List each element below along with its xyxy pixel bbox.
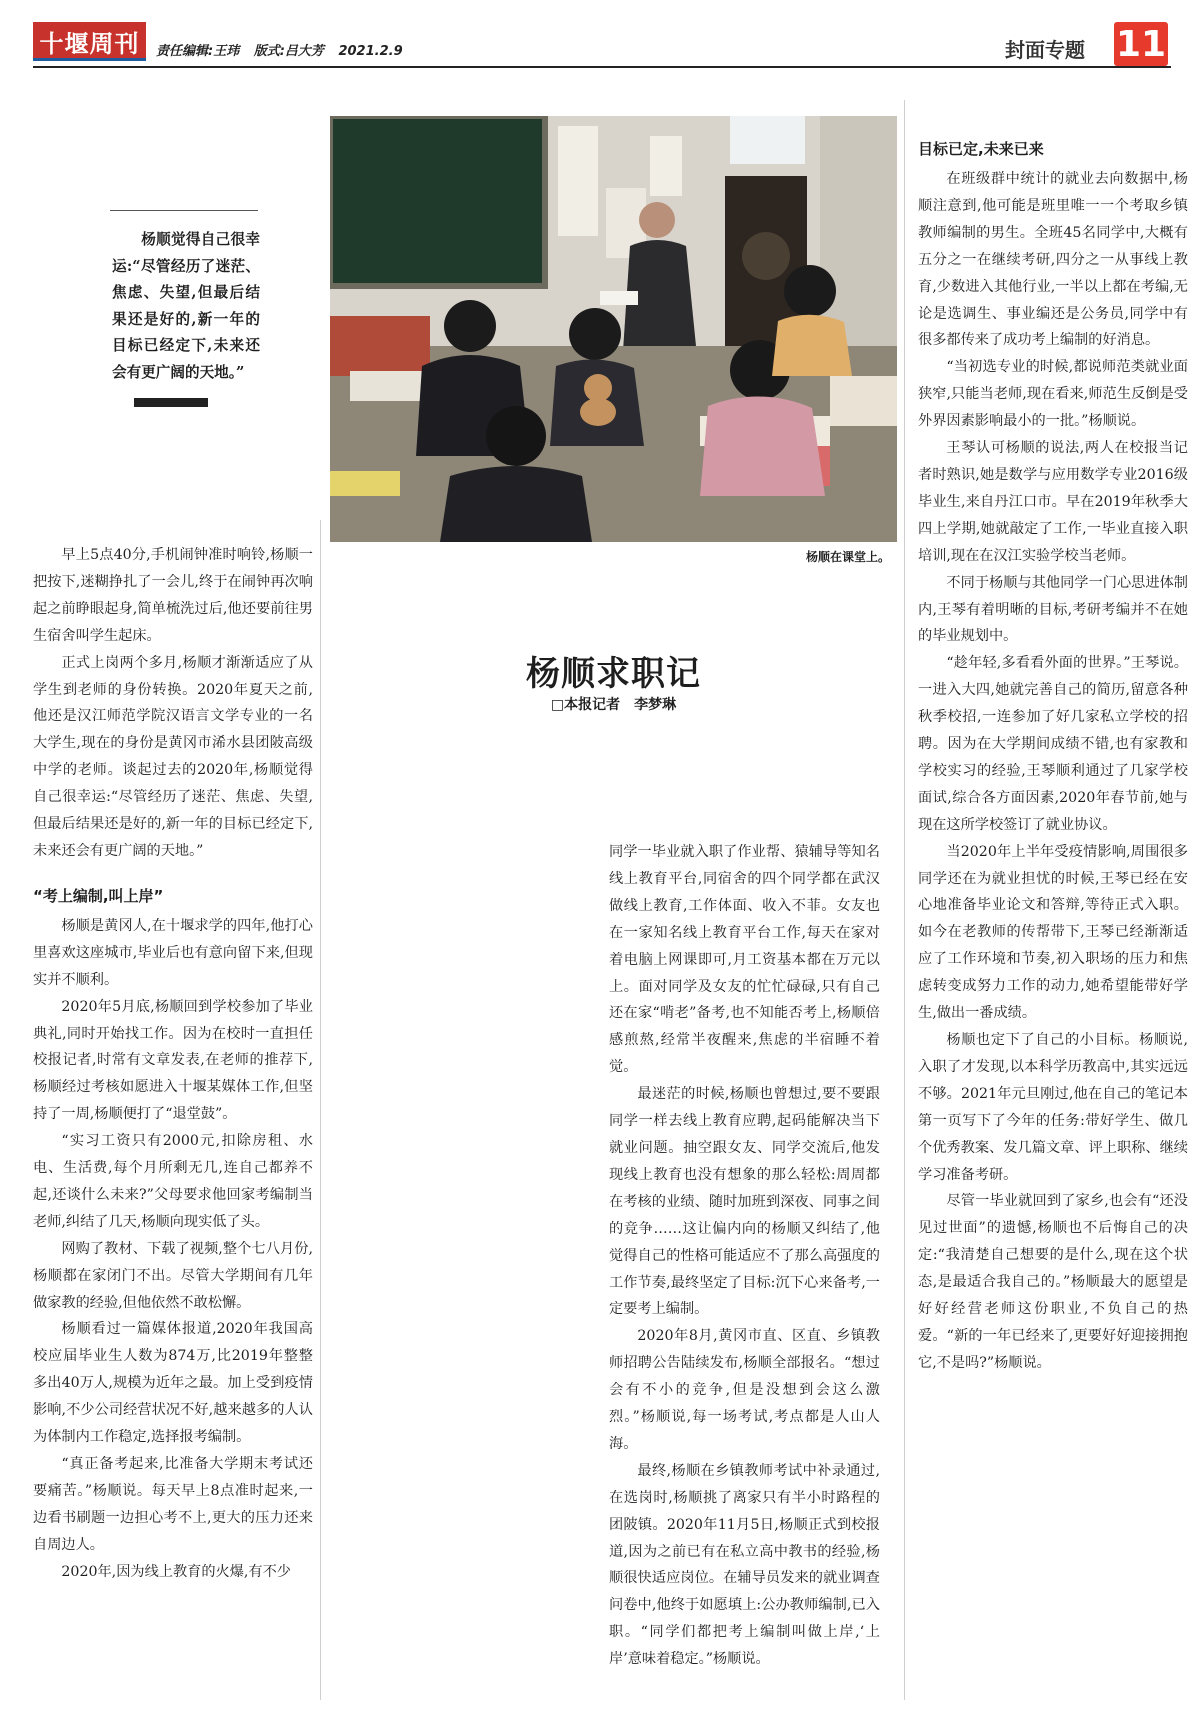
- column-divider-right: [904, 100, 905, 1700]
- paragraph: 网购了教材、下载了视频,整个七八月份,杨顺都在家闭门不出。尽管大学期间有几年做家教的经验,但他依然不敢松懈。: [33, 1240, 313, 1311]
- paragraph: 最终,杨顺在乡镇教师考试中补录通过,在选岗时,杨顺挑了离家只有半小时路程的团陂镇。2020年11月5日,杨顺正式到校报道,因为之前已有在私立高中教书的经验,杨顺很快适应岗位。在辅导员发来的就业调查问卷中,他终于如愿填上:公办教师编制,已入职。“同学们都把考上编制叫做上岸,‘上岸’意味着稳定。”杨顺说。: [609, 1462, 880, 1668]
- classroom-illustration: [330, 116, 897, 542]
- paragraph: 早上5点40分,手机闹钟准时响铃,杨顺一把按下,迷糊挣扎了一会儿,终于在闹钟再次响起之前睁眼起身,简单梳洗过后,他还要前往男生宿舍叫学生起床。: [33, 547, 313, 644]
- paragraph: “真正备考起来,比准备大学期末考试还要痛苦。”杨顺说。每天早上8点准时起来,一边看书刷题一边担心考不上,更大的压力还来自周边人。: [33, 1456, 313, 1553]
- paragraph: 当2020年上半年受疫情影响,周围很多同学还在为就业担忧的时候,王琴已经在安心地准备毕业论文和答辩,等待正式入职。如今在老教师的传帮带下,王琴已经渐渐适应了工作环境和节奏,初入职场的压力和焦虑转变成努力工作的动力,她希望能带好学生,做出一番成绩。: [918, 843, 1188, 1022]
- classroom-photo: [330, 116, 897, 542]
- paragraph: 最迷茫的时候,杨顺也曾想过,要不要跟同学一样去线上教育应聘,起码能解决当下就业问题。抽空跟女友、同学交流后,他发现线上教育也没有想象的那么轻松:周周都在考核的业绩、随时加班到深夜、同事之间的竞争……这让偏内向的杨顺又纠结了,他觉得自己的性格可能适应不了那么高强度的工作节奏,最终坚定了目标:沉下心来备考,一定要考上编制。: [609, 1086, 880, 1318]
- issue-date: 2021.2.9: [338, 44, 403, 59]
- photo-caption: 杨顺在课堂上。: [805, 550, 890, 564]
- paragraph: 杨顺是黄冈人,在十堰求学的四年,他打心里喜欢这座城市,毕业后也有意向留下来,但现实并不顺利。: [33, 917, 313, 988]
- header-meta: [156, 40, 413, 59]
- paragraph: 不同于杨顺与其他同学一门心思进体制内,王琴有着明晰的目标,考研考编并不在她的毕业规划中。: [918, 574, 1188, 645]
- paragraph: 在班级群中统计的就业去向数据中,杨顺注意到,他可能是班里唯一一个考取乡镇教师编制的男生。全班45名同学中,大概有五分之一在继续考研,四分之一从事线上教育,少数进入其他行业,一半以上都在考编,无论是选调生、事业编还是公务员,同学中有很多都传来了成功考上编制的好消息。: [918, 171, 1188, 349]
- paragraph: 2020年8月,黄冈市直、区直、乡镇教师招聘公告陆续发布,杨顺全部报名。“想过会有不小的竞争,但是没想到会这么激烈。”杨顺说,每一场考试,考点都是人山人海。: [609, 1328, 880, 1452]
- section-heading: 目标已定,未来已来: [918, 140, 1044, 158]
- pull-quote: 杨顺觉得自己很幸运:“尽管经历了迷茫、焦虑、失望,但最后结果还是好的,新一年的目标已经定下,未来还会有更广阔的天地。”: [112, 231, 260, 381]
- article-title: 杨顺求职记: [526, 654, 701, 694]
- layout-credit: 版式:吕大芳: [253, 44, 324, 59]
- paragraph: 杨顺也定下了自己的小目标。杨顺说,入职了才发现,以本科学历教高中,其实远远不够。2021年元旦刚过,他在自己的笔记本第一页写下了今年的任务:带好学生、做几个优秀教案、发几篇文章、评上职称、继续学习准备考研。: [918, 1032, 1188, 1183]
- article-byline: □本报记者 李梦琳: [550, 697, 677, 713]
- header-rule: [33, 66, 1171, 68]
- paragraph: 2020年5月底,杨顺回到学校参加了毕业典礼,同时开始找工作。因为在校时一直担任校报记者,时常有文章发表,在老师的推荐下,杨顺经过考核如愿进入十堰某媒体工作,但坚持了一周,杨顺便打了“退堂鼓”。: [33, 998, 313, 1123]
- paragraph: 同学一毕业就入职了作业帮、猿辅导等知名线上教育平台,同宿舍的四个同学都在武汉做线上教育,工作体面、收入不菲。女友也在一家知名线上教育平台工作,每天在家对着电脑上网课即可,月工资基本都在万元以上。面对同学及女友的忙忙碌碌,只有自己还在家“啃老”备考,也不知能否考上,杨顺倍感煎熬,经常半夜醒来,焦虑的半宿睡不着觉。: [609, 844, 880, 1076]
- paragraph: 杨顺看过一篇媒体报道,2020年我国高校应届毕业生人数为874万,比2019年整整多出40万人,规模为近年之最。加上受到疫情影响,不少公司经营状况不好,越来越多的人认为体制内工作稳定,选择报考编制。: [33, 1321, 313, 1446]
- section-heading: “考上编制,叫上岸”: [33, 886, 164, 905]
- paragraph: 尽管一毕业就回到了家乡,也会有“还没见过世面”的遗憾,杨顺也不后悔自己的决定:“我清楚自己想要的是什么,现在这个状态,是最适合我自己的。”杨顺最大的愿望是好好经营老师这份职业,不负自己的热爱。“新的一年已经来了,更要好好迎接拥抱它,不是吗?”杨顺说。: [918, 1193, 1188, 1371]
- editor-credit: 责任编辑:王玮: [156, 44, 240, 59]
- article-column-3: [918, 136, 1188, 1377]
- column-divider-left: [320, 520, 321, 1700]
- paragraph: “实习工资只有2000元,扣除房租、水电、生活费,每个月所剩无几,连自己都养不起,还谈什么未来?”父母要求他回家考编制当老师,纠结了几天,杨顺向现实低了头。: [33, 1133, 313, 1230]
- paragraph: 正式上岗两个多月,杨顺才渐渐适应了从学生到老师的身份转换。2020年夏天之前,他还是汉江师范学院汉语言文学专业的一名大学生,现在的身份是黄冈市浠水县团陂高级中学的老师。谈起过去的2020年,杨顺觉得自己很幸运:“尽管经历了迷茫、焦虑、失望,但最后结果还是好的,新一年的目标已经定下,未来还会有更广阔的天地。”: [33, 654, 313, 859]
- masthead-logo: 十堰周刊: [33, 22, 146, 60]
- article-column-1: [33, 542, 313, 1586]
- page-number: 11: [1115, 23, 1167, 65]
- paragraph: “趁年轻,多看看外面的世界。”王琴说。一进入大四,她就完善自己的简历,留意各种秋季校招,一连参加了好几家私立学校的招聘。因为在大学期间成绩不错,也有家教和学校实习的经验,王琴顺利通过了几家学校面试,综合各方面因素,2020年春节前,她与现在这所学校签订了就业协议。: [918, 655, 1188, 833]
- paragraph: 2020年,因为线上教育的火爆,有不少: [61, 1563, 291, 1580]
- paragraph: “当初选专业的时候,都说师范类就业面狭窄,只能当老师,现在看来,师范生反倒是受外界因素影响最小的一批。”杨顺说。: [918, 359, 1188, 430]
- article-column-2: [609, 839, 880, 1673]
- pull-quote-rule: [110, 210, 258, 211]
- logo-underline: [33, 58, 146, 61]
- pull-quote-bar: [134, 398, 208, 407]
- paragraph: 王琴认可杨顺的说法,两人在校报当记者时熟识,她是数学与应用数学专业2016级毕业生,来自丹江口市。早在2019年秋季大四上学期,她就敲定了工作,一毕业直接入职培训,现在在汉江实验学校当老师。: [918, 440, 1188, 564]
- section-title: 封面专题: [1005, 38, 1085, 62]
